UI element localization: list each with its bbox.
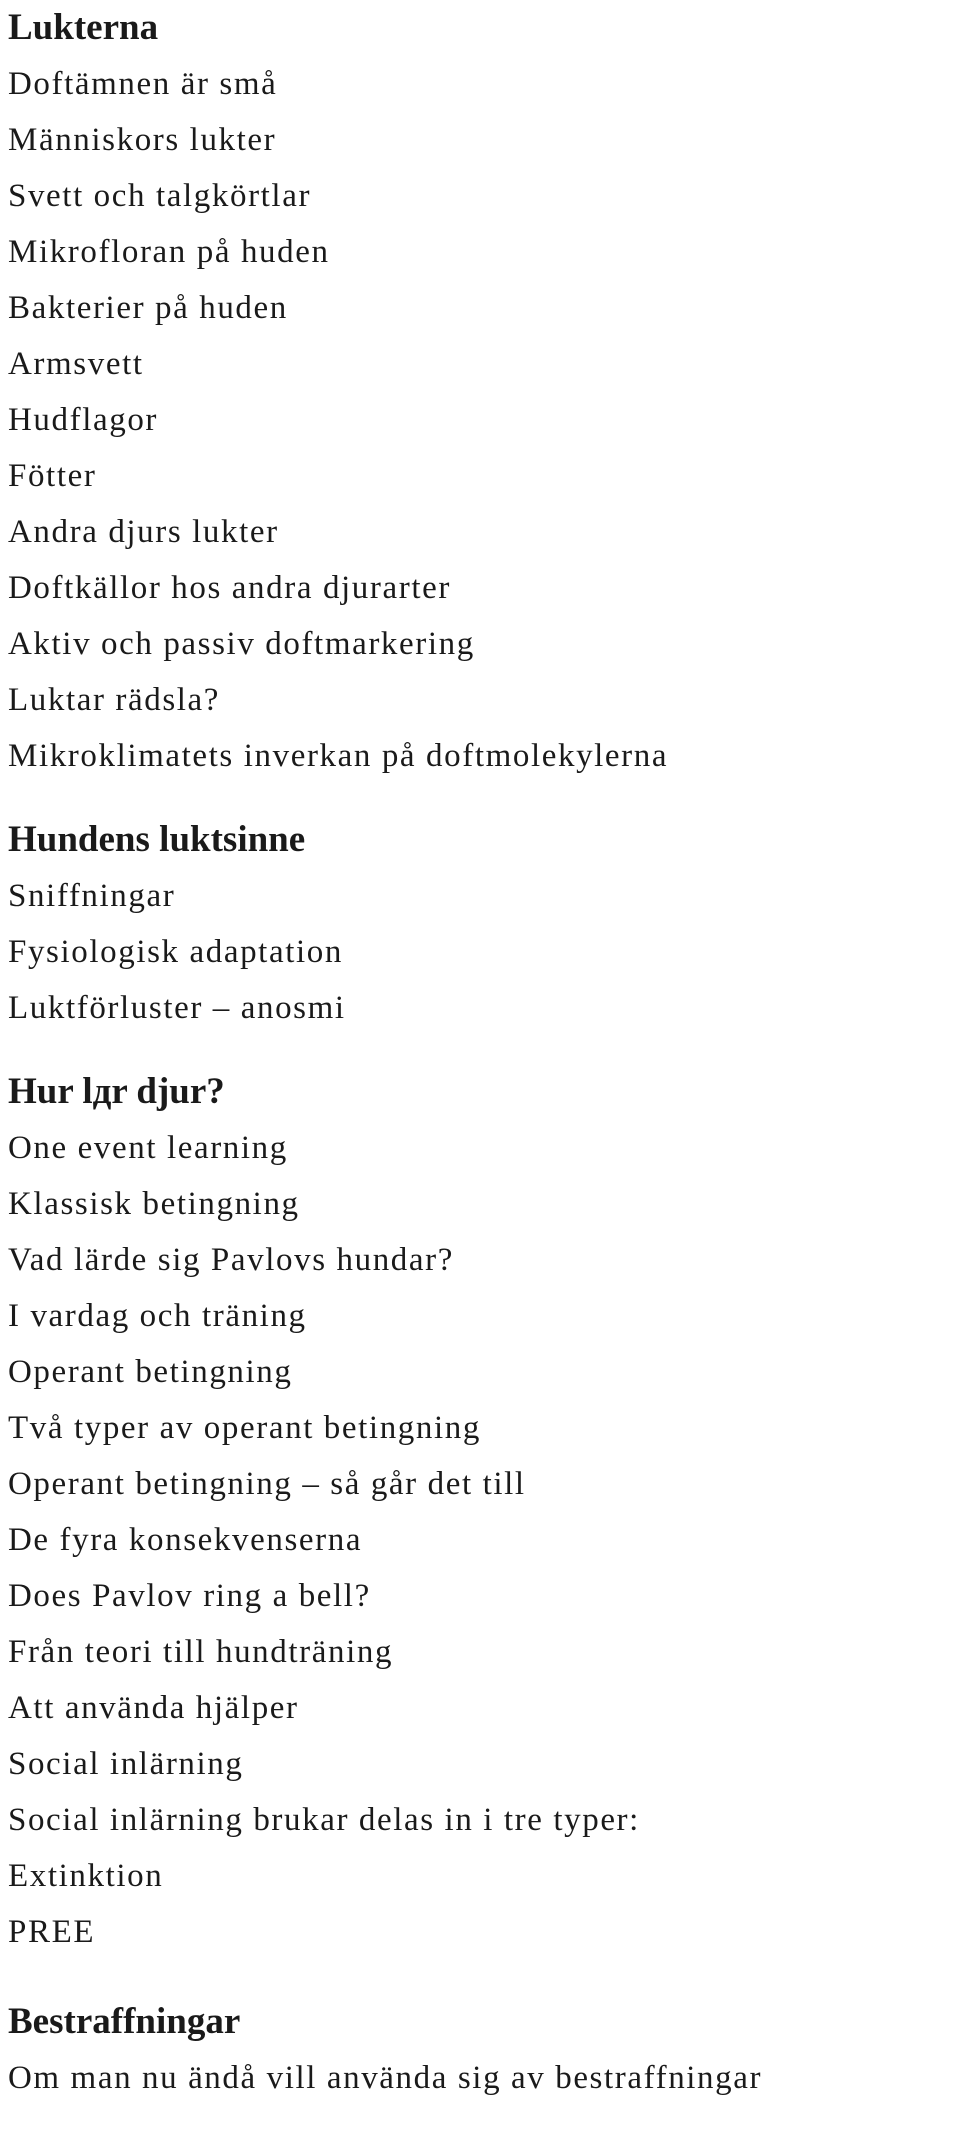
list-item: Andra djurs lukter: [8, 514, 279, 550]
list-item: Fysiologisk adaptation: [8, 934, 343, 970]
list-item: Extinktion: [8, 1858, 164, 1894]
list-item: Social inlärning brukar delas in i tre typer:: [8, 1802, 640, 1838]
list-item: Mikrofloran på huden: [8, 234, 330, 270]
list-item: Fötter: [8, 458, 97, 494]
section-lukterna: [0, 0, 960, 784]
section-hundens-luktsinne: [0, 812, 960, 1036]
list-item: Sniffningar: [8, 878, 176, 914]
list-item: Luktförluster – anosmi: [8, 990, 346, 1026]
list-item: Vad lärde sig Pavlovs hundar?: [8, 1242, 454, 1278]
list-item: Klassisk betingning: [8, 1186, 300, 1222]
item-list: [0, 1120, 960, 1960]
list-item: Från teori till hundträning: [8, 1634, 394, 1670]
section-bestraffningar: [0, 1994, 960, 2106]
section-heading: Bestraffningar: [8, 2001, 241, 2042]
list-item: PREE: [8, 1914, 96, 1950]
list-item: Luktar rädsla?: [8, 682, 221, 718]
list-item: Svett och talgkörtlar: [8, 178, 312, 214]
section-heading: Hur lдr djur?: [8, 1071, 225, 1112]
list-item: Att använda hjälper: [8, 1690, 299, 1726]
list-item: De fyra konsekvenserna: [8, 1522, 363, 1558]
section-heading: Lukterna: [8, 7, 159, 48]
list-item: Operant betingning – så går det till: [8, 1466, 526, 1502]
list-item: Does Pavlov ring a bell?: [8, 1578, 371, 1614]
item-list: [0, 2050, 960, 2106]
list-item: Om man nu ändå vill använda sig av bestraffningar: [8, 2060, 763, 2096]
list-item: Mikroklimatets inverkan på doftmolekylerna: [8, 738, 669, 774]
list-item: Operant betingning: [8, 1354, 293, 1390]
list-item: Två typer av operant betingning: [8, 1410, 481, 1446]
item-list: [0, 56, 960, 784]
list-item: Doftkällor hos andra djurarter: [8, 570, 451, 606]
list-item: Människors lukter: [8, 122, 277, 158]
item-list: [0, 868, 960, 1036]
list-item: I vardag och träning: [8, 1298, 307, 1334]
list-item: Armsvett: [8, 346, 144, 382]
section-hur-lar-djur: [0, 1064, 960, 1960]
section-heading: Hundens luktsinne: [8, 819, 306, 860]
list-item: Bakterier på huden: [8, 290, 288, 326]
list-item: Aktiv och passiv doftmarkering: [8, 626, 475, 662]
list-item: One event learning: [8, 1130, 288, 1166]
list-item: Hudflagor: [8, 402, 159, 438]
list-item: Doftämnen är små: [8, 66, 278, 102]
list-item: Social inlärning: [8, 1746, 244, 1782]
